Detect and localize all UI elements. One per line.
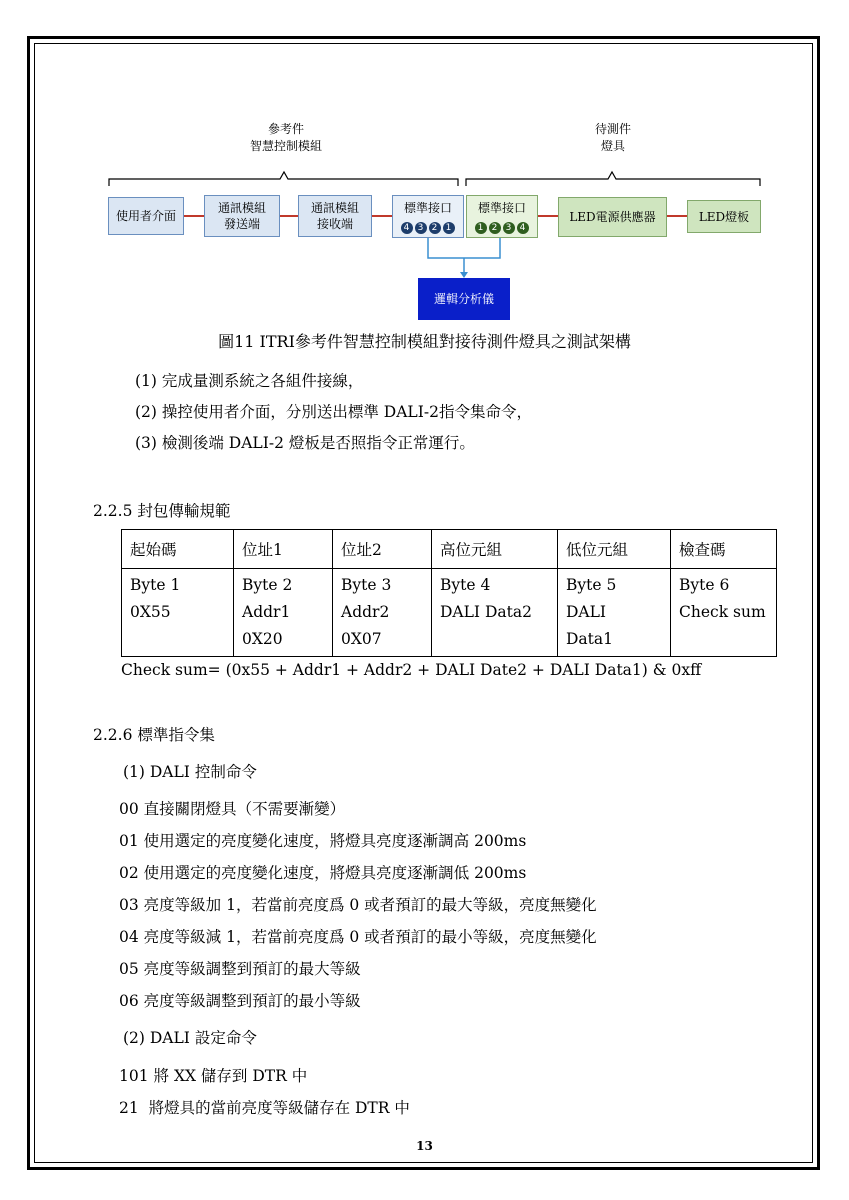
cell-line: DALI Data2 bbox=[440, 603, 532, 621]
reference-port-box bbox=[392, 195, 464, 238]
control-item-00: 00 直接關閉燈具（不需要漸變） bbox=[119, 800, 346, 818]
user-interface-box bbox=[108, 197, 184, 235]
setting-item-21: 21 將燈具的當前亮度等級儲存在 DTR 中 bbox=[119, 1099, 410, 1117]
cell-line: Byte 6 bbox=[679, 576, 730, 594]
control-item-03: 03 亮度等級加 1，若當前亮度爲 0 或者預訂的最大等級，亮度無變化 bbox=[119, 896, 597, 914]
step-2: (2) 操控使用者介面，分別送出標準 DALI-2指令集命令， bbox=[135, 403, 532, 421]
rx-module-line1: 通訊模組 bbox=[310, 201, 359, 215]
pin-3: 3 bbox=[415, 222, 427, 234]
cell-byte-5 bbox=[558, 569, 671, 657]
pin-1: 1 bbox=[475, 222, 487, 234]
cell-byte-1 bbox=[122, 569, 234, 657]
cell-line: Data1 bbox=[566, 630, 613, 648]
setting-commands-title: (2) DALI 設定命令 bbox=[123, 1029, 257, 1047]
probe-line bbox=[428, 238, 500, 258]
pin-2: 2 bbox=[489, 222, 501, 234]
link-rx-port bbox=[372, 215, 392, 217]
dut-port-pins bbox=[474, 218, 530, 234]
cell-byte-4 bbox=[432, 569, 558, 657]
rx-module-box bbox=[298, 195, 372, 237]
tx-module-line2: 發送端 bbox=[223, 217, 260, 231]
reference-port-pins bbox=[400, 218, 456, 234]
dut-brace bbox=[466, 172, 760, 186]
rx-module-line2: 接收端 bbox=[316, 217, 353, 231]
pin-2: 2 bbox=[429, 222, 441, 234]
cell-line: Byte 4 bbox=[440, 576, 491, 594]
setting-item-101: 101 將 XX 儲存到 DTR 中 bbox=[119, 1067, 308, 1085]
pin-1: 1 bbox=[443, 222, 455, 234]
link-power-led bbox=[667, 215, 687, 217]
dut-label-line1: 待測件 bbox=[594, 122, 631, 136]
control-commands-title: (1) DALI 控制命令 bbox=[123, 763, 257, 781]
reference-label-line1: 參考件 bbox=[267, 122, 304, 136]
table-header-row bbox=[122, 530, 777, 569]
cell-line: 0X55 bbox=[130, 603, 171, 621]
dut-port-box bbox=[466, 195, 538, 238]
table-row bbox=[122, 569, 777, 657]
led-board-box bbox=[687, 200, 761, 233]
pin-4: 4 bbox=[401, 222, 413, 234]
led-power-supply-box bbox=[558, 197, 667, 237]
cell-line: Check sum bbox=[679, 603, 766, 621]
cell-byte-3 bbox=[333, 569, 432, 657]
header-address-1: 位址1 bbox=[234, 530, 333, 569]
dut-label-line2: 燈具 bbox=[600, 139, 625, 153]
reference-brace bbox=[109, 172, 458, 186]
pin-3: 3 bbox=[503, 222, 515, 234]
cell-line: Byte 2 bbox=[242, 576, 293, 594]
cell-line: Byte 5 bbox=[566, 576, 617, 594]
header-start-code: 起始碼 bbox=[122, 530, 234, 569]
header-high-byte: 高位元組 bbox=[432, 530, 558, 569]
link-tx-rx bbox=[280, 215, 298, 217]
link-ui-tx bbox=[184, 215, 204, 217]
user-interface-label: 使用者介面 bbox=[115, 209, 176, 223]
tx-module-box bbox=[204, 195, 280, 237]
checksum-formula: Check sum= (0x55 + Addr1 + Addr2 + DALI Date2 + DALI Data1) & 0xff bbox=[121, 661, 702, 679]
reference-label-line2: 智慧控制模組 bbox=[249, 139, 322, 153]
cell-line: Byte 3 bbox=[341, 576, 392, 594]
header-address-2: 位址2 bbox=[333, 530, 432, 569]
dut-port-label: 標準接口 bbox=[477, 200, 526, 215]
step-3: (3) 檢測後端 DALI-2 燈板是否照指令正常運行。 bbox=[135, 434, 475, 452]
cell-line: Addr1 bbox=[242, 603, 291, 621]
cell-line: 0X07 bbox=[341, 630, 382, 648]
packet-format-table bbox=[121, 529, 777, 657]
section-2-2-6-heading: 2.2.6 標準指令集 bbox=[93, 726, 215, 744]
section-2-2-5-heading: 2.2.5 封包傳輸規範 bbox=[93, 502, 231, 520]
control-item-04: 04 亮度等級減 1，若當前亮度爲 0 或者預訂的最小等級，亮度無變化 bbox=[119, 928, 597, 946]
control-item-05: 05 亮度等級調整到預訂的最大等級 bbox=[119, 960, 361, 978]
control-item-06: 06 亮度等級調整到預訂的最小等級 bbox=[119, 992, 361, 1010]
page-number: 13 bbox=[416, 1139, 433, 1153]
cell-line: Addr2 bbox=[341, 603, 390, 621]
cell-byte-6 bbox=[671, 569, 777, 657]
reference-port-label: 標準接口 bbox=[403, 200, 452, 215]
pin-4: 4 bbox=[517, 222, 529, 234]
cell-line: DALI bbox=[566, 603, 607, 621]
logic-analyzer-label: 邏輯分析儀 bbox=[433, 292, 494, 306]
link-port-power bbox=[538, 215, 558, 217]
header-low-byte: 低位元組 bbox=[558, 530, 671, 569]
logic-analyzer-box bbox=[418, 278, 510, 320]
cell-line: Byte 1 bbox=[130, 576, 181, 594]
figure-caption: 圖11 ITRI參考件智慧控制模組對接待測件燈具之測試架構 bbox=[218, 332, 631, 351]
control-item-01: 01 使用選定的亮度變化速度，將燈具亮度逐漸調高 200ms bbox=[119, 832, 527, 850]
led-board-label: LED燈板 bbox=[698, 209, 750, 224]
test-architecture-diagram bbox=[0, 0, 849, 330]
header-checksum: 檢查碼 bbox=[671, 530, 777, 569]
tx-module-line1: 通訊模組 bbox=[217, 201, 266, 215]
led-power-supply-label: LED電源供應器 bbox=[569, 210, 656, 224]
cell-byte-2 bbox=[234, 569, 333, 657]
cell-line: 0X20 bbox=[242, 630, 283, 648]
step-1: (1) 完成量測系統之各組件接線， bbox=[135, 372, 364, 390]
control-item-02: 02 使用選定的亮度變化速度，將燈具亮度逐漸調低 200ms bbox=[119, 864, 527, 882]
